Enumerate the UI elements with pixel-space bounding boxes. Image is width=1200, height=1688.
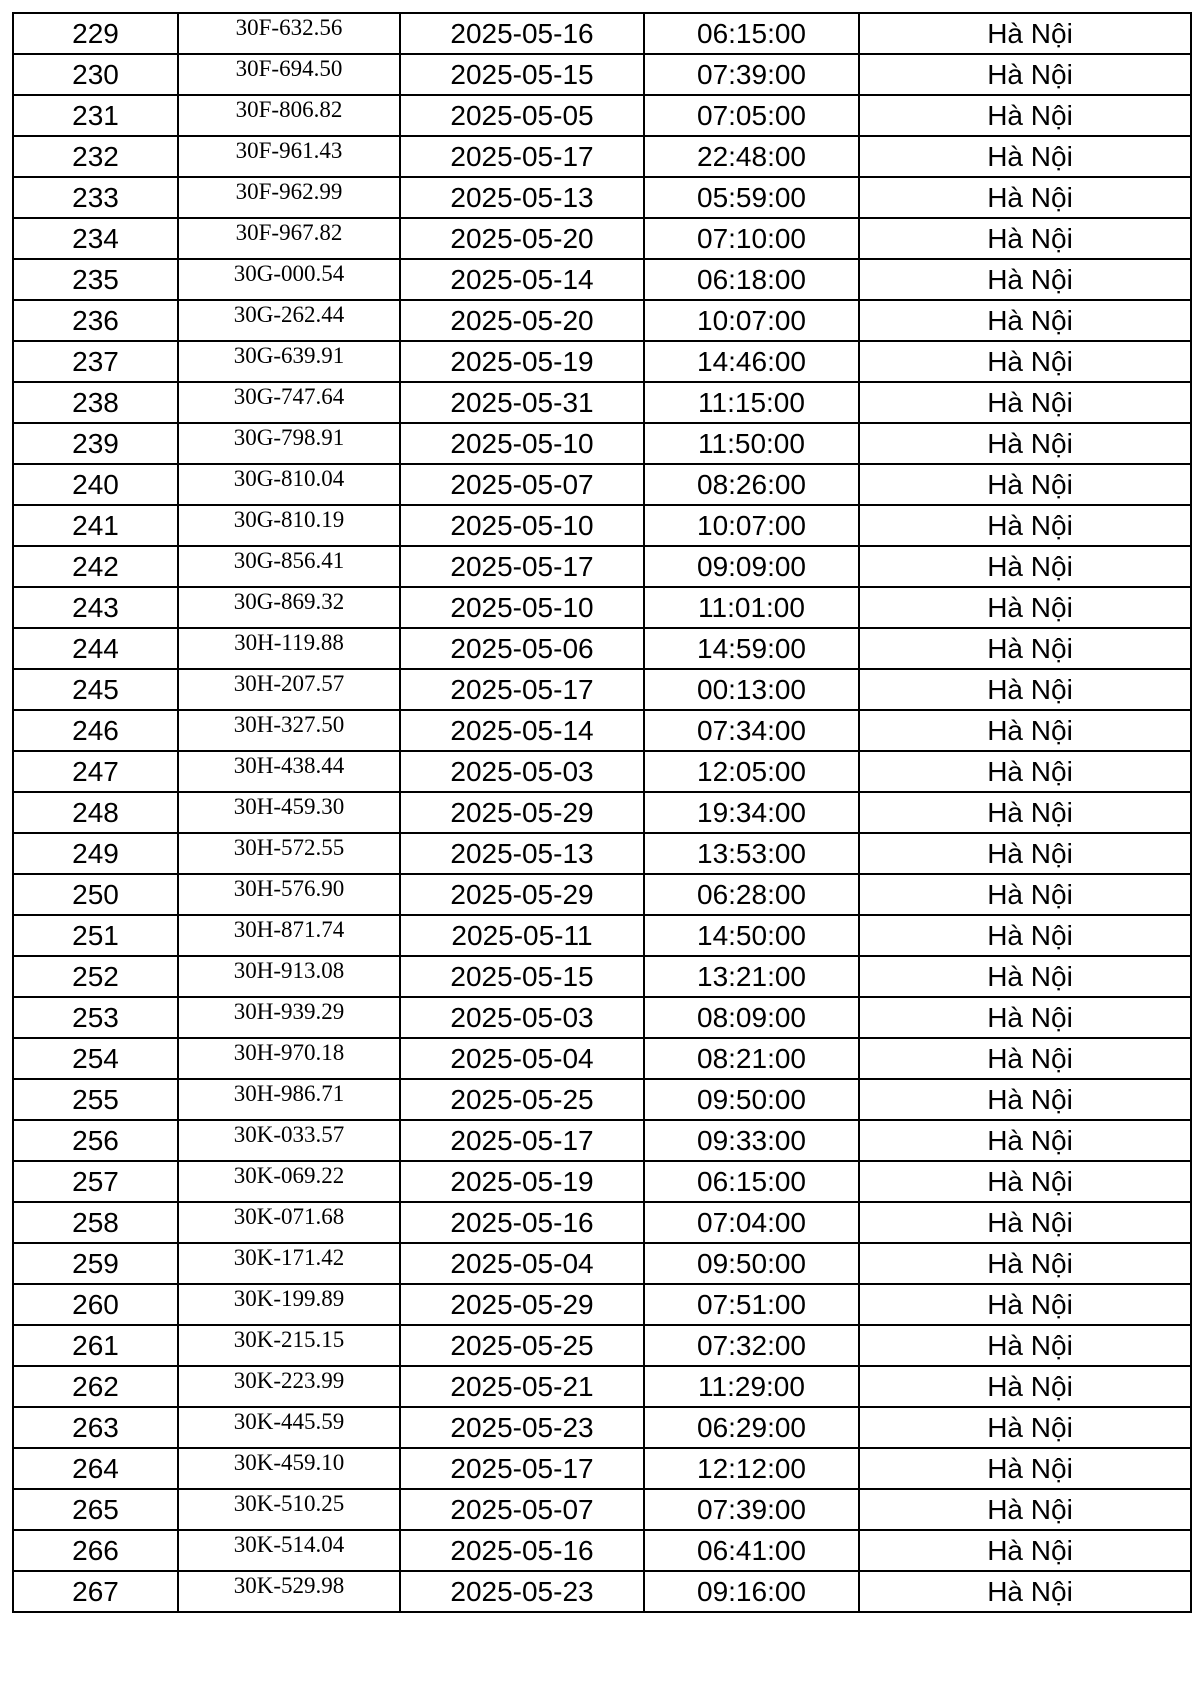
violation-time-cell: 07:51:00 [644,1284,859,1325]
violation-time-cell: 06:15:00 [644,1161,859,1202]
location-cell: Hà Nội [859,1448,1191,1489]
location-cell: Hà Nội [859,587,1191,628]
violation-time-cell: 14:46:00 [644,341,859,382]
license-plate-cell: 30H-913.08 [178,956,400,997]
location-cell: Hà Nội [859,54,1191,95]
row-number-cell: 267 [13,1571,178,1612]
violation-time-cell: 11:50:00 [644,423,859,464]
violation-time-cell: 07:10:00 [644,218,859,259]
location-cell: Hà Nội [859,669,1191,710]
violation-date-cell: 2025-05-19 [400,1161,644,1202]
row-number-cell: 248 [13,792,178,833]
violation-date-cell: 2025-05-17 [400,546,644,587]
license-plate-cell: 30F-967.82 [178,218,400,259]
table-row [13,1407,1191,1448]
table-row [13,833,1191,874]
license-plate-cell: 30F-962.99 [178,177,400,218]
license-plate-cell: 30G-798.91 [178,423,400,464]
license-plate-cell: 30K-529.98 [178,1571,400,1612]
license-plate-cell: 30K-199.89 [178,1284,400,1325]
row-number-cell: 240 [13,464,178,505]
violation-date-cell: 2025-05-04 [400,1243,644,1284]
location-cell: Hà Nội [859,874,1191,915]
violation-date-cell: 2025-05-29 [400,1284,644,1325]
location-cell: Hà Nội [859,792,1191,833]
row-number-cell: 245 [13,669,178,710]
license-plate-cell: 30F-694.50 [178,54,400,95]
violation-date-cell: 2025-05-07 [400,1489,644,1530]
row-number-cell: 260 [13,1284,178,1325]
location-cell: Hà Nội [859,1571,1191,1612]
table-row [13,1243,1191,1284]
table-row [13,1284,1191,1325]
violation-time-cell: 11:29:00 [644,1366,859,1407]
license-plate-cell: 30G-810.04 [178,464,400,505]
location-cell: Hà Nội [859,505,1191,546]
violation-date-cell: 2025-05-31 [400,382,644,423]
license-plate-cell: 30K-459.10 [178,1448,400,1489]
license-plate-cell: 30K-445.59 [178,1407,400,1448]
row-number-cell: 232 [13,136,178,177]
location-cell: Hà Nội [859,628,1191,669]
violation-time-cell: 13:21:00 [644,956,859,997]
violation-time-cell: 07:32:00 [644,1325,859,1366]
violation-time-cell: 22:48:00 [644,136,859,177]
location-cell: Hà Nội [859,1407,1191,1448]
table-body [13,13,1191,1612]
license-plate-cell: 30H-986.71 [178,1079,400,1120]
table-row [13,300,1191,341]
violation-time-cell: 10:07:00 [644,505,859,546]
row-number-cell: 237 [13,341,178,382]
location-cell: Hà Nội [859,1489,1191,1530]
license-plate-cell: 30H-459.30 [178,792,400,833]
table-row [13,628,1191,669]
row-number-cell: 251 [13,915,178,956]
violation-time-cell: 05:59:00 [644,177,859,218]
location-cell: Hà Nội [859,915,1191,956]
table-row [13,259,1191,300]
violation-time-cell: 08:09:00 [644,997,859,1038]
violation-date-cell: 2025-05-16 [400,13,644,54]
violation-time-cell: 14:50:00 [644,915,859,956]
violation-time-cell: 07:39:00 [644,1489,859,1530]
license-plate-cell: 30H-970.18 [178,1038,400,1079]
violation-date-cell: 2025-05-29 [400,792,644,833]
violation-time-cell: 07:05:00 [644,95,859,136]
license-plate-cell: 30G-262.44 [178,300,400,341]
violation-date-cell: 2025-05-25 [400,1079,644,1120]
row-number-cell: 257 [13,1161,178,1202]
license-plate-cell: 30G-856.41 [178,546,400,587]
violation-date-cell: 2025-05-06 [400,628,644,669]
violation-date-cell: 2025-05-15 [400,54,644,95]
violation-date-cell: 2025-05-21 [400,1366,644,1407]
row-number-cell: 229 [13,13,178,54]
location-cell: Hà Nội [859,218,1191,259]
violation-time-cell: 09:16:00 [644,1571,859,1612]
row-number-cell: 250 [13,874,178,915]
license-plate-cell: 30F-961.43 [178,136,400,177]
violation-date-cell: 2025-05-15 [400,956,644,997]
table-row [13,751,1191,792]
violation-date-cell: 2025-05-25 [400,1325,644,1366]
table-row [13,382,1191,423]
violation-date-cell: 2025-05-13 [400,177,644,218]
license-plate-cell: 30H-871.74 [178,915,400,956]
location-cell: Hà Nội [859,464,1191,505]
row-number-cell: 247 [13,751,178,792]
violation-time-cell: 11:01:00 [644,587,859,628]
table-row [13,423,1191,464]
violation-date-cell: 2025-05-14 [400,710,644,751]
violation-time-cell: 12:12:00 [644,1448,859,1489]
row-number-cell: 236 [13,300,178,341]
table-row [13,464,1191,505]
license-plate-cell: 30K-071.68 [178,1202,400,1243]
violation-time-cell: 06:41:00 [644,1530,859,1571]
violation-time-cell: 07:34:00 [644,710,859,751]
table-row [13,95,1191,136]
violation-time-cell: 00:13:00 [644,669,859,710]
row-number-cell: 246 [13,710,178,751]
license-plate-cell: 30F-632.56 [178,13,400,54]
location-cell: Hà Nội [859,300,1191,341]
license-plate-cell: 30G-639.91 [178,341,400,382]
table-row [13,1079,1191,1120]
violation-date-cell: 2025-05-17 [400,1120,644,1161]
table-row [13,218,1191,259]
location-cell: Hà Nội [859,177,1191,218]
row-number-cell: 261 [13,1325,178,1366]
violation-date-cell: 2025-05-05 [400,95,644,136]
table-row [13,669,1191,710]
license-plate-cell: 30H-119.88 [178,628,400,669]
row-number-cell: 262 [13,1366,178,1407]
location-cell: Hà Nội [859,13,1191,54]
row-number-cell: 254 [13,1038,178,1079]
violation-date-cell: 2025-05-13 [400,833,644,874]
table-row [13,1366,1191,1407]
violation-date-cell: 2025-05-16 [400,1530,644,1571]
row-number-cell: 234 [13,218,178,259]
license-plate-cell: 30K-033.57 [178,1120,400,1161]
table-row [13,136,1191,177]
table-row [13,54,1191,95]
violation-time-cell: 08:26:00 [644,464,859,505]
violation-date-cell: 2025-05-07 [400,464,644,505]
row-number-cell: 258 [13,1202,178,1243]
violation-time-cell: 07:04:00 [644,1202,859,1243]
violation-time-cell: 06:18:00 [644,259,859,300]
row-number-cell: 256 [13,1120,178,1161]
violation-date-cell: 2025-05-03 [400,751,644,792]
violation-date-cell: 2025-05-16 [400,1202,644,1243]
row-number-cell: 259 [13,1243,178,1284]
violation-date-cell: 2025-05-23 [400,1407,644,1448]
row-number-cell: 266 [13,1530,178,1571]
table-row [13,1571,1191,1612]
violation-date-cell: 2025-05-11 [400,915,644,956]
table-row [13,505,1191,546]
license-plate-cell: 30K-069.22 [178,1161,400,1202]
license-plate-cell: 30K-215.15 [178,1325,400,1366]
license-plate-cell: 30K-514.04 [178,1530,400,1571]
license-plate-cell: 30K-171.42 [178,1243,400,1284]
location-cell: Hà Nội [859,997,1191,1038]
table-row [13,1038,1191,1079]
location-cell: Hà Nội [859,751,1191,792]
row-number-cell: 263 [13,1407,178,1448]
violation-time-cell: 12:05:00 [644,751,859,792]
violation-time-cell: 06:15:00 [644,13,859,54]
violation-time-cell: 08:21:00 [644,1038,859,1079]
violation-time-cell: 09:33:00 [644,1120,859,1161]
row-number-cell: 233 [13,177,178,218]
violation-time-cell: 06:28:00 [644,874,859,915]
violation-date-cell: 2025-05-17 [400,136,644,177]
table-row [13,546,1191,587]
location-cell: Hà Nội [859,259,1191,300]
location-cell: Hà Nội [859,1038,1191,1079]
license-plate-cell: 30H-572.55 [178,833,400,874]
location-cell: Hà Nội [859,136,1191,177]
table-row [13,1325,1191,1366]
violation-date-cell: 2025-05-10 [400,423,644,464]
location-cell: Hà Nội [859,1120,1191,1161]
license-plate-cell: 30G-000.54 [178,259,400,300]
license-plate-cell: 30H-207.57 [178,669,400,710]
license-plate-cell: 30G-810.19 [178,505,400,546]
row-number-cell: 230 [13,54,178,95]
location-cell: Hà Nội [859,1530,1191,1571]
location-cell: Hà Nội [859,341,1191,382]
location-cell: Hà Nội [859,1243,1191,1284]
table-row [13,997,1191,1038]
violation-date-cell: 2025-05-14 [400,259,644,300]
location-cell: Hà Nội [859,546,1191,587]
location-cell: Hà Nội [859,1284,1191,1325]
table-row [13,341,1191,382]
violation-time-cell: 14:59:00 [644,628,859,669]
location-cell: Hà Nội [859,710,1191,751]
license-plate-cell: 30F-806.82 [178,95,400,136]
row-number-cell: 238 [13,382,178,423]
location-cell: Hà Nội [859,1202,1191,1243]
row-number-cell: 252 [13,956,178,997]
violation-date-cell: 2025-05-23 [400,1571,644,1612]
table-row [13,710,1191,751]
table-row [13,956,1191,997]
row-number-cell: 243 [13,587,178,628]
table-row [13,792,1191,833]
license-plate-cell: 30G-869.32 [178,587,400,628]
location-cell: Hà Nội [859,956,1191,997]
location-cell: Hà Nội [859,1325,1191,1366]
license-plate-cell: 30H-327.50 [178,710,400,751]
location-cell: Hà Nội [859,423,1191,464]
row-number-cell: 242 [13,546,178,587]
license-plate-cell: 30K-510.25 [178,1489,400,1530]
violation-date-cell: 2025-05-20 [400,300,644,341]
location-cell: Hà Nội [859,1366,1191,1407]
license-plate-cell: 30H-939.29 [178,997,400,1038]
violation-date-cell: 2025-05-29 [400,874,644,915]
row-number-cell: 255 [13,1079,178,1120]
violation-time-cell: 07:39:00 [644,54,859,95]
row-number-cell: 235 [13,259,178,300]
violation-date-cell: 2025-05-17 [400,669,644,710]
license-plate-cell: 30H-438.44 [178,751,400,792]
violation-time-cell: 11:15:00 [644,382,859,423]
license-plate-cell: 30K-223.99 [178,1366,400,1407]
location-cell: Hà Nội [859,833,1191,874]
row-number-cell: 264 [13,1448,178,1489]
violation-time-cell: 10:07:00 [644,300,859,341]
table-row [13,1120,1191,1161]
location-cell: Hà Nội [859,95,1191,136]
location-cell: Hà Nội [859,1161,1191,1202]
violation-time-cell: 09:09:00 [644,546,859,587]
table-row [13,1530,1191,1571]
table-row [13,915,1191,956]
violation-date-cell: 2025-05-04 [400,1038,644,1079]
violation-time-cell: 09:50:00 [644,1243,859,1284]
row-number-cell: 244 [13,628,178,669]
row-number-cell: 241 [13,505,178,546]
table-row [13,1202,1191,1243]
violation-time-cell: 09:50:00 [644,1079,859,1120]
violations-table [12,12,1192,1613]
violation-date-cell: 2025-05-20 [400,218,644,259]
table-row [13,1161,1191,1202]
violation-date-cell: 2025-05-10 [400,587,644,628]
table-row [13,13,1191,54]
location-cell: Hà Nội [859,1079,1191,1120]
violation-date-cell: 2025-05-19 [400,341,644,382]
table-row [13,874,1191,915]
violation-date-cell: 2025-05-03 [400,997,644,1038]
license-plate-cell: 30H-576.90 [178,874,400,915]
location-cell: Hà Nội [859,382,1191,423]
license-plate-cell: 30G-747.64 [178,382,400,423]
row-number-cell: 265 [13,1489,178,1530]
violation-time-cell: 13:53:00 [644,833,859,874]
row-number-cell: 249 [13,833,178,874]
table-row [13,587,1191,628]
row-number-cell: 253 [13,997,178,1038]
row-number-cell: 239 [13,423,178,464]
row-number-cell: 231 [13,95,178,136]
table-row [13,1489,1191,1530]
violation-time-cell: 19:34:00 [644,792,859,833]
table-row [13,177,1191,218]
table-row [13,1448,1191,1489]
violation-date-cell: 2025-05-10 [400,505,644,546]
violation-date-cell: 2025-05-17 [400,1448,644,1489]
violation-time-cell: 06:29:00 [644,1407,859,1448]
